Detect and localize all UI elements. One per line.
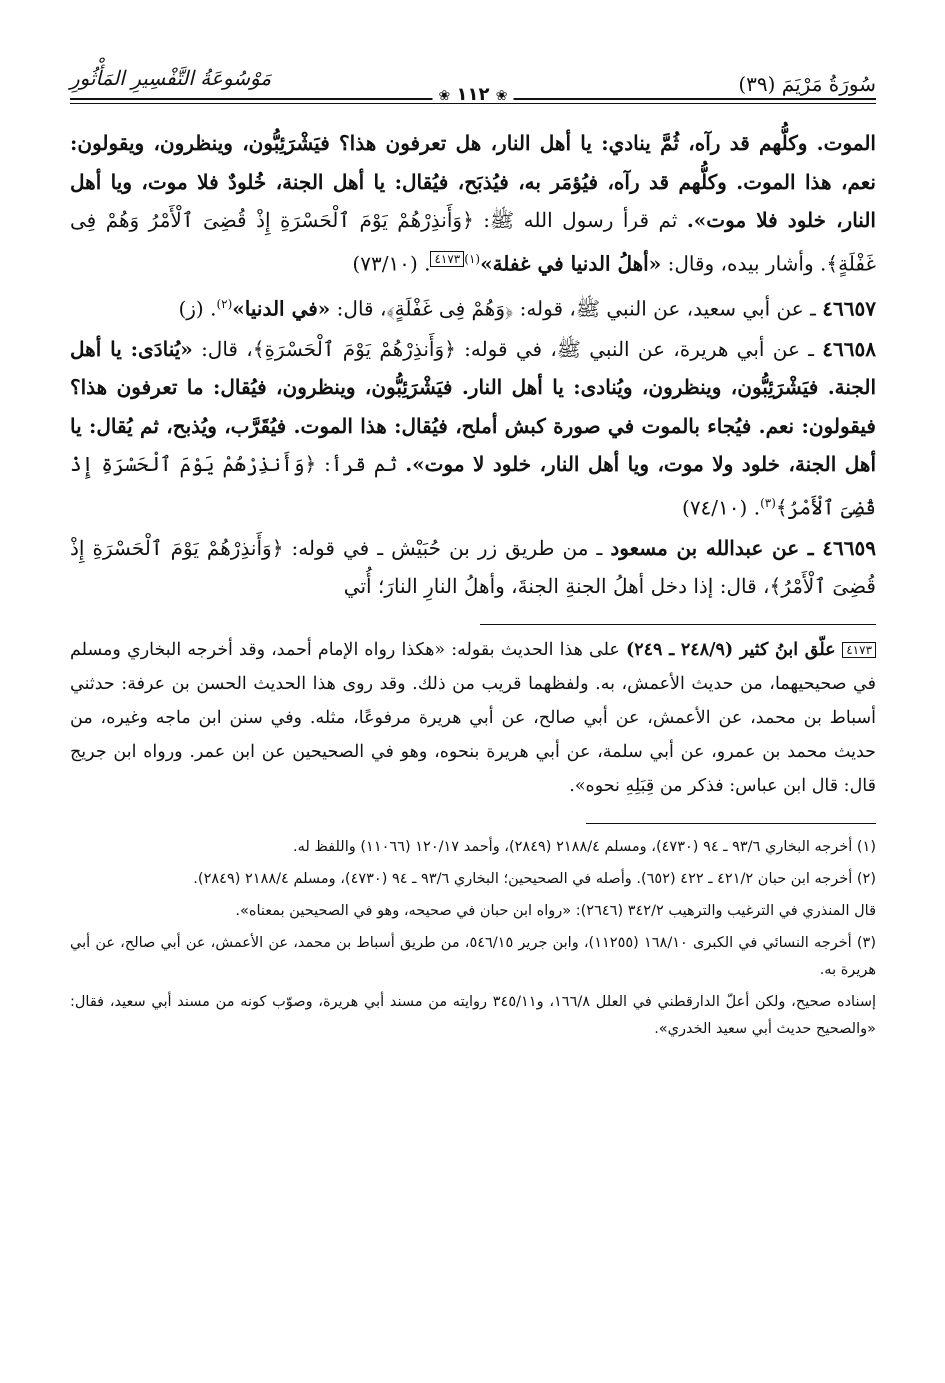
commentary-source: علّق ابنُ كثير (٢٤٨/٩ ـ ٢٤٩): [625, 639, 843, 660]
narration-text: ثم قرأ رسول الله ﷺ:: [473, 208, 687, 232]
commentary-number: ٤١٧٣: [842, 642, 876, 658]
volume-reference: . (ز): [178, 296, 217, 321]
page-number: ١١٢: [456, 84, 490, 105]
footnote: قال المنذري في الترغيب والترهيب ٣٤٢/٢ (٢٦٤٦): «رواه ابن حبان في صحيحه، وهو في الصحيحين بمعناه».: [235, 902, 876, 919]
quran-verse: ﴿وَأَنذِرْهُمْ يَوْمَ ٱلْحَسْرَةِ إِذْ قُضِىَ ٱلْأَمْرُ﴾: [70, 452, 876, 520]
hadith-number: ٤٦٦٥٩: [822, 535, 876, 560]
footnote-marker[interactable]: (٣): [760, 495, 776, 510]
surah-title: سُورَةُ مَرْيَمَ (٣٩): [738, 72, 876, 96]
commentary-marker[interactable]: ٤١٧٣: [430, 251, 464, 267]
narration-text: ، قال: إذا دخل أهلُ الجنةِ الجنةَ، وأهلُ النارِ النارَ؛ أُتي: [343, 574, 770, 599]
footnote: إسناده صحيح، ولكن أعلّ الدارقطني في العلل ١٦٦/٨، و٣٤٥/١١ روايته من مسند أبي هريرة، وصوّب كونه من مسند أبي سعيد، فقال: «والصحيح حديث أبي سعيد الخدري».: [70, 993, 877, 1037]
narration-text: ـ عن أبي سعيد، عن النبي ﷺ، قوله:: [513, 296, 823, 321]
narration-text: ، قال:: [330, 296, 387, 321]
document-page: [70, 58, 876, 1048]
footnote: (٢) أخرجه ابن حبان ٤٢١/٢ ـ ٤٢٢ (٦٥٢). وأصله في الصحيحين؛ البخاري ٩٣/٦ ـ ٩٤ (٤٧٣٠)، ومسلم ٢١٨٨/٤ (٢٨٤٩).: [193, 870, 876, 887]
hadith-number: ٤٦٦٥٧: [822, 296, 876, 321]
commentary-block: [70, 633, 876, 803]
page-header: [70, 58, 876, 105]
quran-verse: ﴿وَهُمْ فِى غَفْلَةٍ﴾: [386, 296, 514, 321]
page-number-block: [433, 84, 514, 105]
narration-text: ثم قرأ:: [316, 452, 406, 477]
quran-verse: ﴿وَأَنذِرْهُمْ يَوْمَ ٱلْحَسْرَةِ إِذْ قُضِىَ ٱلْأَمْرُ﴾: [70, 535, 876, 599]
volume-reference: . (٧٤/١٠): [682, 495, 761, 520]
hadith-entry: [70, 529, 876, 606]
hadith-text: «في الدنيا»: [232, 296, 331, 321]
footnote-marker[interactable]: (١): [464, 251, 481, 266]
narration-text: ـ من طريق زر بن حُبَيْش ـ في قوله:: [283, 535, 611, 560]
narration-text: ، قال:: [192, 336, 253, 361]
footnote: (٣) أخرجه النسائي في الكبرى ١٦٨/١٠ (١١٢٥٥)، وابن جرير ٥٤٦/١٥، من طريق أسباط بن محمد، عن الأعمش، عن أبي صالح، عن أبي هريرة به.: [70, 934, 876, 978]
hadith-text: الموت. وكلُّهم قد رآه، ثُمَّ ينادي: يا أهل النار، هل تعرفون هذا؟ فيَشْرَئِبُّون، وينظرون، ويقولون: نعم، هذا الموت. وكلُّهم قد رآه، فيُؤمَر به، فيُذبَح، فيُقال: يا أهل الجنة، خُلودٌ فلا موت، ويا أهل النار، خلود فلا موت».: [70, 131, 876, 232]
hadith-text: «يُنادَى: يا أهل الجنة. فيَشْرَئِبُّون، وينظرون، ويُنادى: يا أهل النار. فيَشْرَئِبُّون، وينظرون، فيُقال: ما تعرفون هذا؟ فيقولون: نعم. فيُجاء بالموت في صورة كبش أملح، فيُقال: هذا الموت. فيُقَرَّب، ويُذبح، ثم يُقال: يا أهل الجنة، خلود ولا موت، ويا أهل النار، خلود لا موت».: [70, 336, 876, 477]
commentary-divider: [480, 624, 876, 625]
narration-text: ـ عن أبي هريرة، عن النبي ﷺ، في قوله:: [455, 336, 823, 361]
volume-reference: . (٧٣/١٠): [352, 251, 431, 276]
commentary-text: على هذا الحديث بقوله: «هكذا رواه الإمام أحمد، وقد أخرجه البخاري ومسلم في صحيحيهما، من حديث الأعمش، به. ولفظهما قريب من ذلك. وقد روى هذا الحديث الحسن بن عرفة: حدثني أسباط بن محمد، عن الأعمش، عن أبي صالح، عن أبي هريرة مرفوعًا، مثله. وفي سنن ابن ماجه وغيره، من حديث محمد بن عمرو، عن أبي سلمة، عن أبي هريرة بنحوه، وهو في الصحيحين عن ابن عمر. ورواه ابن جريج قال: قال ابن عباس: فذكر من قِبَلِهِ نحوه».: [70, 639, 877, 796]
main-text: [70, 124, 876, 606]
footnote: (١) أخرجه البخاري ٩٣/٦ ـ ٩٤ (٤٧٣٠)، ومسلم ٢١٨٨/٤ (٢٨٤٩)، وأحمد ١٢٠/١٧ (١١٠٦٦) واللفظ له.: [293, 838, 876, 855]
paragraph-continuation: [70, 124, 876, 283]
hadith-number: ٤٦٦٥٨: [822, 336, 876, 361]
narrator-name: ـ عن عبدالله بن مسعود: [610, 535, 823, 560]
narration-text: . وأشار بيده، وقال:: [661, 251, 827, 276]
hadith-text: «أهلُ الدنيا في غفلة»: [480, 251, 662, 276]
ornament-icon: ❀: [495, 88, 508, 104]
quran-verse: ﴿وَأَنذِرْهُمْ يَوْمَ ٱلْحَسْرَةِ﴾: [252, 336, 456, 361]
ornament-icon: ❀: [438, 88, 451, 104]
hadith-entry: [70, 330, 876, 527]
footnotes-divider: [586, 823, 876, 824]
footnotes: [70, 834, 876, 1043]
footnote-marker[interactable]: (٢): [216, 296, 233, 311]
hadith-entry: [70, 285, 876, 328]
book-title: مَوْسُوعَةُ التَّفْسِيرِ المَأْثُورِ: [70, 66, 272, 90]
quran-verse: ﴿وَأَنذِرْهُمْ يَوْمَ ٱلْحَسْرَةِ إِذْ قُضِىَ ٱلْأَمْرُ وَهُمْ فِى غَفْلَةٍ﴾: [70, 208, 876, 276]
